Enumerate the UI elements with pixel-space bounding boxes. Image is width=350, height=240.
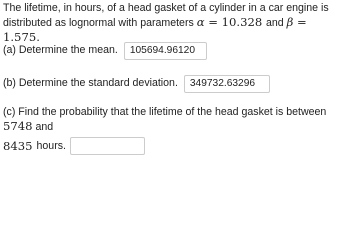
problem-period: . — [36, 30, 40, 45]
beta-symbol: β — [286, 15, 294, 30]
probability-answer-field[interactable] — [70, 137, 145, 155]
beta-value: 1.575 — [3, 30, 37, 45]
alpha-value: 10.328 — [221, 15, 263, 30]
lower-bound-hours: 5748 — [3, 119, 33, 134]
part-b-prompt: (b) Determine the standard deviation. — [3, 77, 178, 90]
part-c-prompt: (c) Find the probability that the lifetime of the head gasket is between — [3, 106, 327, 118]
part-b — [3, 75, 270, 93]
part-a-prompt: (a) Determine the mean. — [3, 44, 118, 57]
part-c-line-2 — [3, 137, 347, 155]
mean-answer-field[interactable]: 105694.96120 — [124, 42, 207, 60]
standard-deviation-answer-field[interactable]: 349732.63296 — [184, 75, 270, 93]
alpha-equals: = — [208, 15, 218, 30]
alpha-symbol: α — [196, 15, 205, 30]
problem-intro: The lifetime, in hours, of a head gasket of a cylinder in a car engine is distributed as lognormal with parameters — [3, 2, 329, 30]
part-a — [3, 42, 207, 60]
part-c-line-1 — [3, 106, 347, 134]
part-c-hours: hours. — [36, 139, 66, 152]
upper-bound-hours: 8435 — [3, 139, 33, 154]
problem-statement — [3, 2, 347, 46]
part-c — [3, 106, 347, 155]
beta-equals: = — [296, 15, 307, 30]
alpha-expression — [197, 15, 266, 29]
part-c-and: and — [35, 121, 54, 134]
alpha-beta-and: and — [265, 17, 284, 30]
